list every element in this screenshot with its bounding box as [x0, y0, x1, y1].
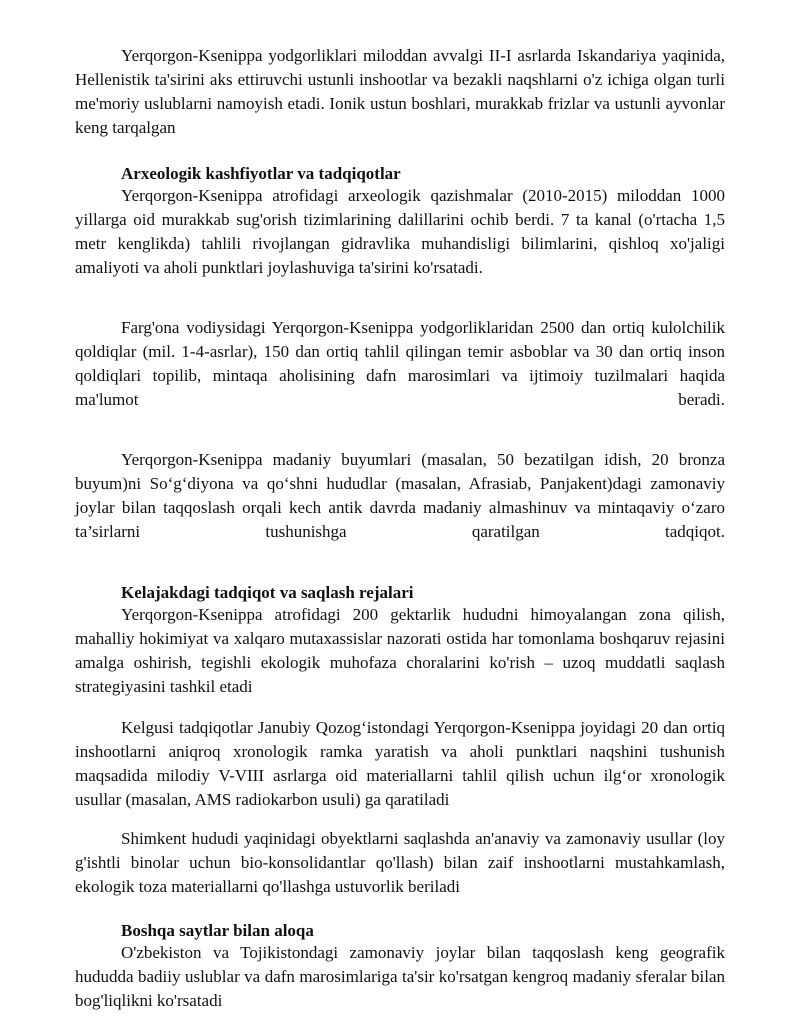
heading-archaeological-discoveries: Arxeologik kashfiyotlar va tadqiqotlar [121, 164, 401, 183]
paragraph-site-connections: O'zbekiston va Tojikistondagi zamonaviy joylar bilan taqqoslash keng geografik hududda badiiy uslublar va dafn marosimlariga ta'sir ko'rsatgan kengroq madaniy sferalar bilan bog'liqlikni ko'rsatadi [75, 943, 725, 1010]
paragraph-cultural-comparison: Yerqorgon-Ksenippa madaniy buyumlari (masalan, 50 bezatilgan idish, 20 bronza buyum)ni So‘g‘diyona va qo‘shni hududlar (masalan, Afrasiab, Panjakent)dagi zamonaviy joylar bilan taqqoslash orqali kech antik davrda madaniy almashinuv va mintaqaviy o‘zaro ta’sirlarni tushunishga qaratilgan tadqiqot. [75, 450, 725, 541]
paragraph-conservation-methods: Shimkent hududi yaqinidagi obyektlarni saqlashda an'anaviy va zamonaviy usullar (loy g'ishtli binolar uchun bio-konsolidantlar qo'llash) bilan zaif inshootlarni mustahkamlash, ekologik toza materiallarni qo'llashga ustuvorlik beriladi [75, 829, 725, 896]
paragraph-irrigation-excavations: Yerqorgon-Ksenippa atrofidagi arxeologik qazishmalar (2010-2015) miloddan 1000 yillarga oid murakkab sug'orish tizimlarining dalillarini ochib berdi. 7 ta kanal (o'rtacha 1,5 metr kenglikda) tahlili rivojlangan gidravlika muhandisligi bilimlarini, qishloq xo'jaligi amaliyoti va aholi punktlari joylashuviga ta'sirini ko'rsatadi. [75, 186, 725, 277]
paragraph-intro: Yerqorgon-Ksenippa yodgorliklari miloddan avvalgi II-I asrlarda Iskandariya yaqinida, Hellenistik ta'sirini aks ettiruvchi ustunli inshootlar va bezakli naqshlarni o'z ichiga olgan turli me'moriy uslublarni namoyish etadi. Ionik ustun boshlari, murakkab frizlar va ustunli ayvonlar keng tarqalgan [75, 46, 725, 137]
heading-other-sites: Boshqa saytlar bilan aloqa [121, 921, 314, 940]
heading-future-research: Kelajakdagi tadqiqot va saqlash rejalari [121, 583, 414, 602]
paragraph-protected-zone: Yerqorgon-Ksenippa atrofidagi 200 gektarlik hududni himoyalangan zona qilish, mahalliy hokimiyat va xalqaro mutaxassislar nazorati ostida har tomonlama boshqaruv rejasini amalga oshirish, tegishli ekologik muhofaza choralarini ko'rish – uzoq muddatli saqlash strategiyasini tashkil etadi [75, 605, 725, 696]
paragraph-fergana-finds: Farg'ona vodiysidagi Yerqorgon-Ksenippa yodgorliklaridan 2500 dan ortiq kulolchilik qoldiqlar (mil. 1-4-asrlar), 150 dan ortiq tahlil qilingan temir asboblar va 30 dan ortiq inson qoldiqlari topilib, mintaqa aholisining dafn marosimlari va ijtimoiy tuzilmalari haqida ma'lumot beradi. [75, 318, 725, 409]
paragraph-chronology-research: Kelgusi tadqiqotlar Janubiy Qozog‘istondagi Yerqorgon-Ksenippa joyidagi 20 dan ortiq inshootlarni aniqroq xronologik ramka yaratish va aholi punktlari naqshini tushunish maqsadida milodiy V-VIII asrlarga oid materiallarni tahlil qilish uchun ilg‘or xronologik usullar (masalan, AMS radiokarbon usuli) ga qaratiladi [75, 718, 725, 809]
